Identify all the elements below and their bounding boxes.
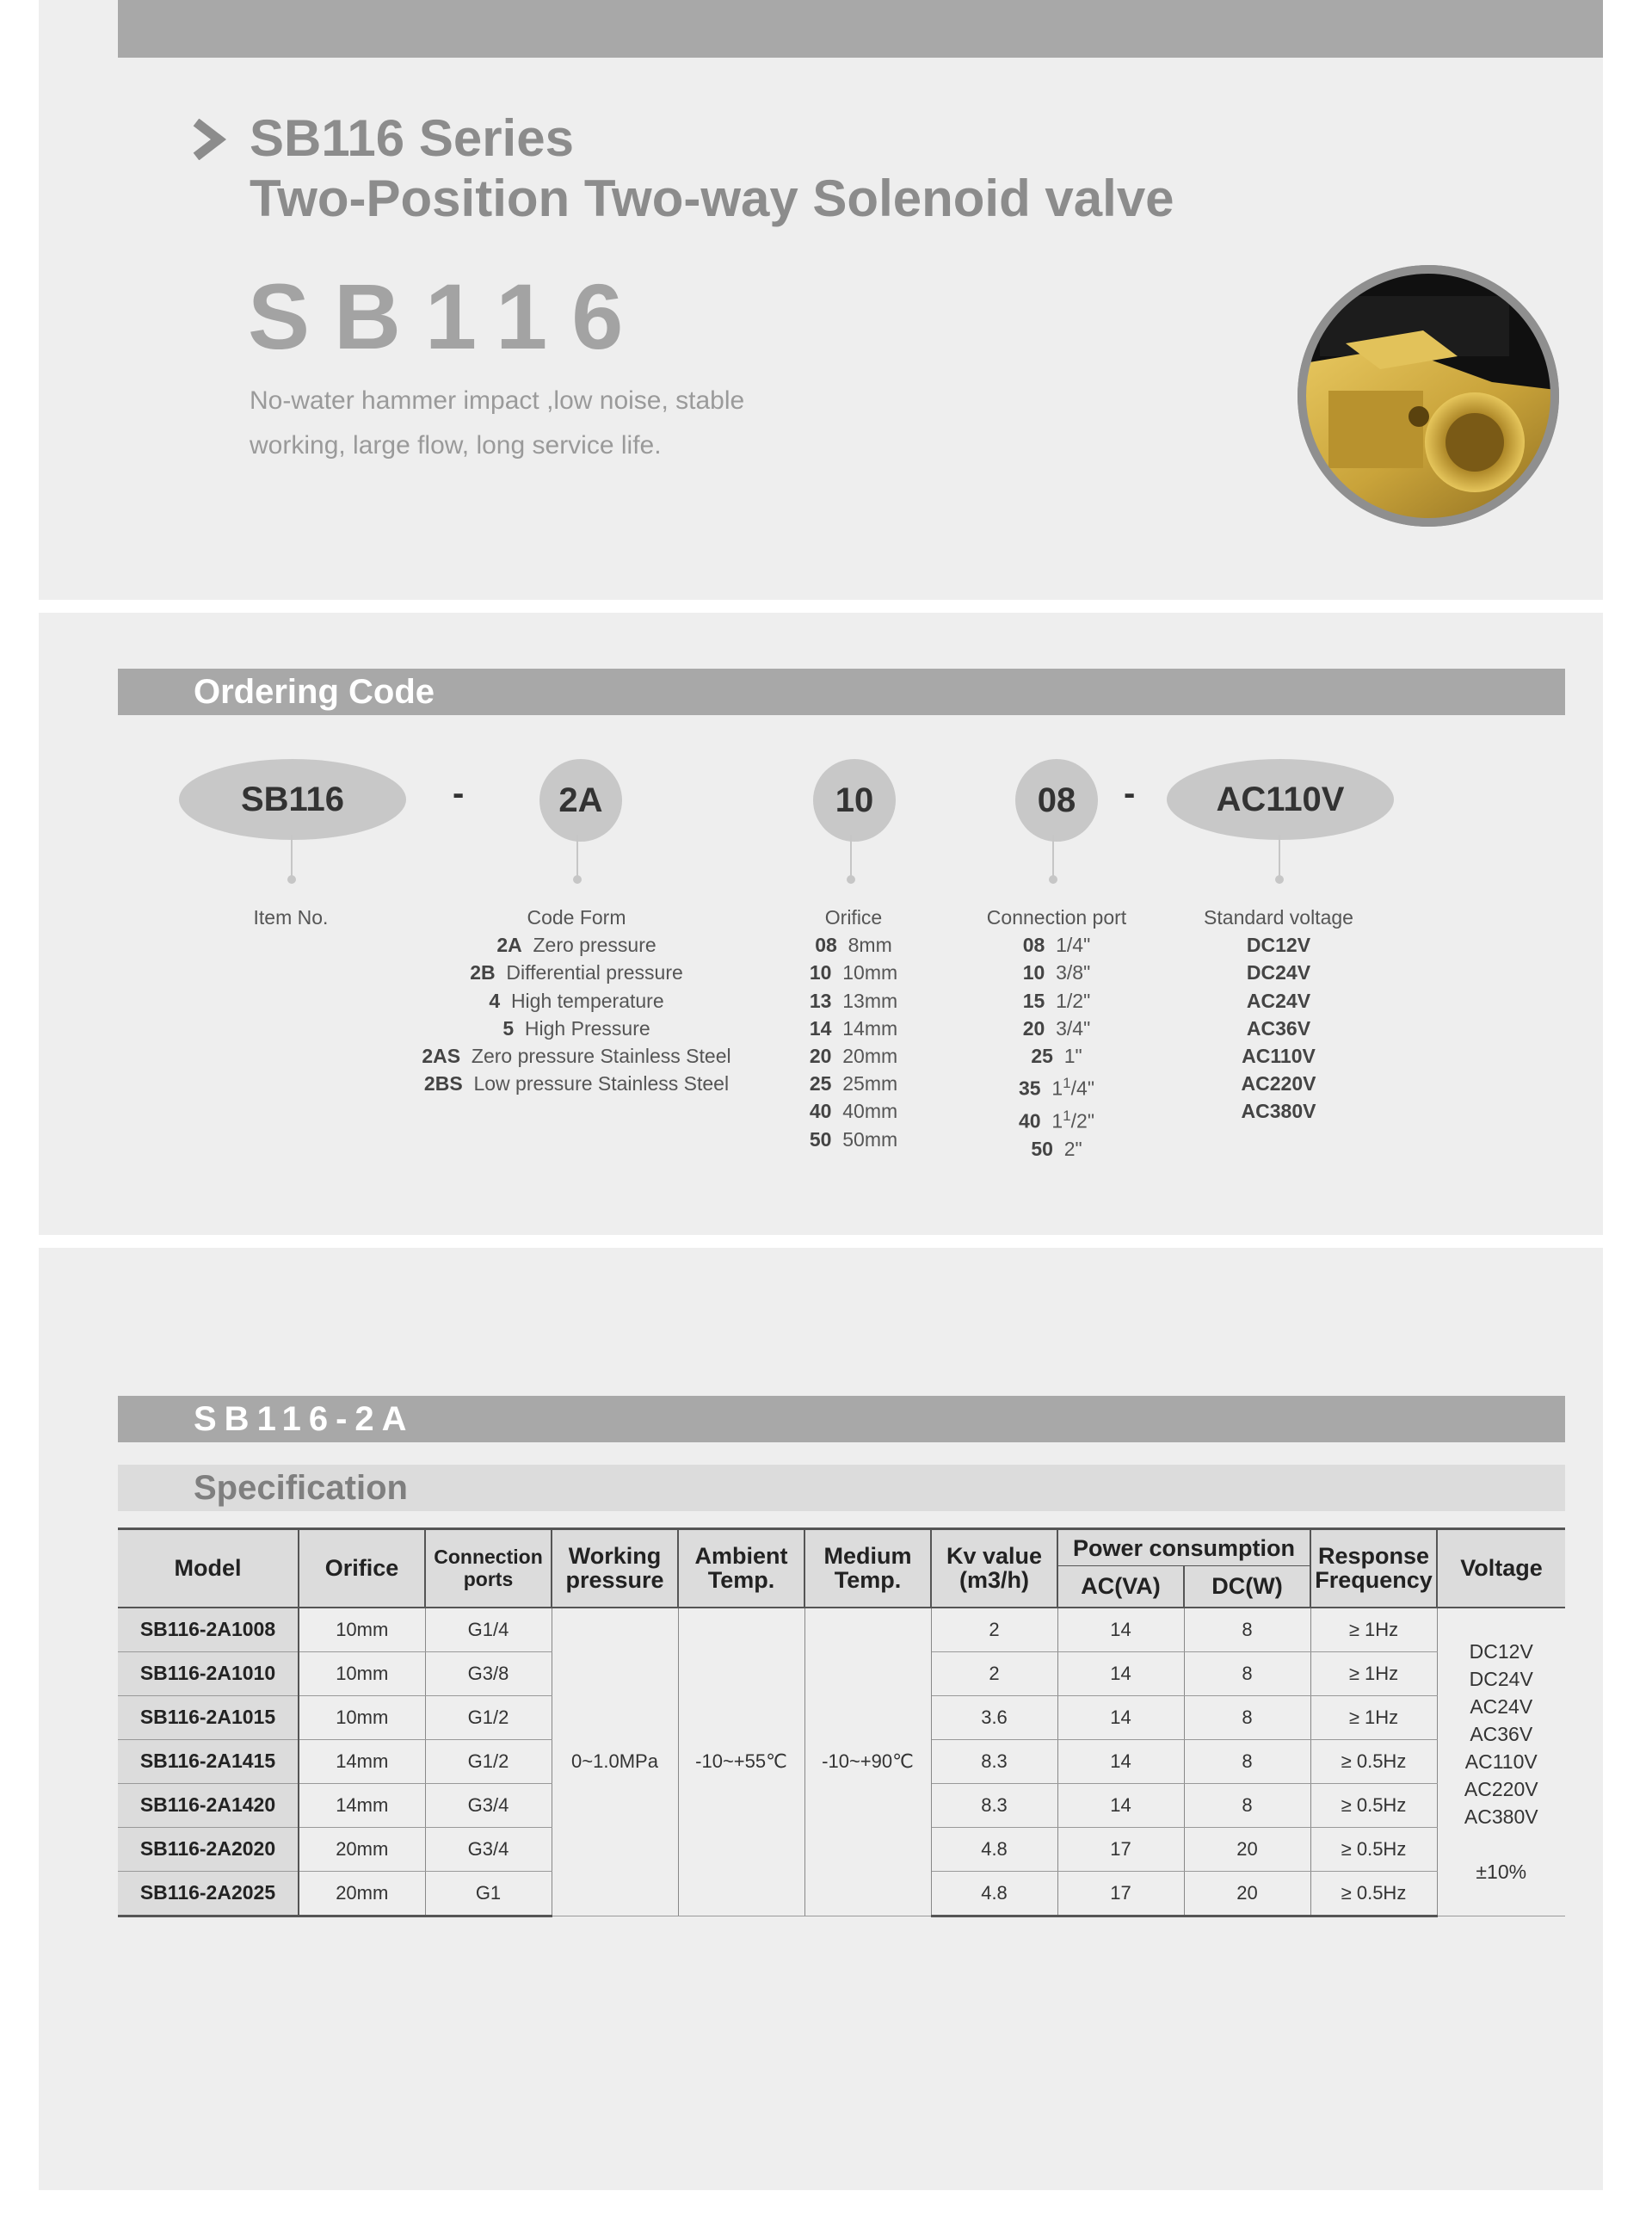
code-form-option: 2A Zero pressure — [496, 934, 656, 957]
code-form-option: 4 High temperature — [489, 989, 664, 1012]
chevron-right-icon — [189, 119, 227, 160]
cell-kv: 8.3 — [931, 1783, 1057, 1827]
voltage-label: Standard voltage — [1204, 906, 1353, 929]
voltage-option: AC36V — [1246, 1016, 1311, 1040]
cell-kv: 2 — [931, 1608, 1057, 1652]
cell-dc: 8 — [1184, 1608, 1310, 1652]
code-circle-form: 2A — [539, 759, 622, 842]
cell-kv: 3.6 — [931, 1695, 1057, 1739]
connector-dot — [1275, 875, 1284, 884]
cell-model: SB116-2A1010 — [118, 1651, 299, 1695]
orifice-label: Orifice — [824, 906, 883, 929]
orifice-option: 50 50mm — [809, 1127, 898, 1151]
cell-orifice: 10mm — [299, 1651, 425, 1695]
header-model: Model — [118, 1529, 299, 1608]
code-circle-orifice: 10 — [813, 759, 896, 842]
cell-dc: 8 — [1184, 1783, 1310, 1827]
connector-dot — [287, 875, 296, 884]
cell-kv: 2 — [931, 1651, 1057, 1695]
connector-dot — [573, 875, 582, 884]
cell-model: SB116-2A1415 — [118, 1739, 299, 1783]
cell-kv: 4.8 — [931, 1827, 1057, 1871]
connector-dot — [1049, 875, 1057, 884]
cell-port: G3/4 — [425, 1827, 552, 1871]
cell-dc: 8 — [1184, 1739, 1310, 1783]
series-header: SB116-2A — [118, 1396, 1565, 1442]
header-voltage: Voltage — [1437, 1529, 1565, 1608]
cell-port: G3/8 — [425, 1651, 552, 1695]
header-medium-temp: Medium Temp. — [804, 1529, 931, 1608]
connector-line — [1279, 835, 1280, 878]
voltage-option: AC380V — [1241, 1100, 1316, 1123]
header-orifice: Orifice — [299, 1529, 425, 1608]
cell-port: G1/2 — [425, 1739, 552, 1783]
cell-port: G1 — [425, 1871, 552, 1916]
cell-orifice: 10mm — [299, 1608, 425, 1652]
cell-port: G3/4 — [425, 1783, 552, 1827]
title-line: Two-Position Two-way Solenoid valve — [250, 170, 1174, 227]
connection-option: 10 3/8" — [1022, 961, 1091, 984]
voltage-option: AC24V — [1246, 989, 1311, 1012]
cell-ac: 14 — [1057, 1651, 1184, 1695]
cell-dc: 8 — [1184, 1695, 1310, 1739]
connection-option: 15 1/2" — [1022, 989, 1091, 1012]
orifice-option: 13 13mm — [809, 989, 898, 1012]
cell-orifice: 10mm — [299, 1695, 425, 1739]
tagline-line-2: working, large flow, long service life. — [250, 431, 662, 460]
code-form-option: 2B Differential pressure — [470, 961, 683, 984]
connection-column — [962, 904, 1151, 1163]
series-line: SB116 Series — [250, 109, 574, 167]
header-ac: AC(VA) — [1057, 1566, 1184, 1608]
orifice-column — [767, 904, 940, 1153]
connection-option: 08 1/4" — [1022, 934, 1091, 957]
code-form-column — [370, 904, 783, 1097]
cell-model: SB116-2A1008 — [118, 1608, 299, 1652]
code-dash: - — [453, 775, 465, 812]
top-bar — [118, 0, 1603, 58]
cell-frequency: ≥ 0.5Hz — [1310, 1871, 1437, 1916]
cell-ac: 14 — [1057, 1695, 1184, 1739]
voltage-option: DC12V — [1246, 934, 1311, 957]
connector-line — [850, 835, 852, 878]
cell-frequency: ≥ 0.5Hz — [1310, 1783, 1437, 1827]
cell-model: SB116-2A2025 — [118, 1871, 299, 1916]
code-form-label: Code Form — [527, 906, 626, 929]
ordering-code-header: Ordering Code — [118, 669, 1565, 715]
cell-kv: 8.3 — [931, 1739, 1057, 1783]
cell-port: G1/2 — [425, 1695, 552, 1739]
code-pill-voltage: AC110V — [1167, 759, 1394, 840]
cell-frequency: ≥ 1Hz — [1310, 1695, 1437, 1739]
connection-label: Connection port — [986, 906, 1127, 929]
item-no-column — [205, 904, 377, 931]
orifice-option: 25 25mm — [809, 1072, 898, 1095]
orifice-option: 10 10mm — [809, 961, 898, 984]
header-response-frequency: Response Frequency — [1310, 1529, 1437, 1608]
page-title — [250, 108, 1174, 229]
cell-working-pressure: 0~1.0MPa — [552, 1608, 678, 1916]
cell-ambient-temp: -10~+55℃ — [678, 1608, 804, 1916]
connection-option: 50 2" — [1031, 1137, 1082, 1160]
code-form-option: 5 High Pressure — [502, 1016, 650, 1040]
cell-dc: 20 — [1184, 1871, 1310, 1916]
cell-dc: 20 — [1184, 1827, 1310, 1871]
code-dash: - — [1124, 775, 1136, 812]
orifice-option: 14 14mm — [809, 1016, 898, 1040]
header-ambient-temp: Ambient Temp. — [678, 1529, 804, 1608]
header-dc: DC(W) — [1184, 1566, 1310, 1608]
cell-model: SB116-2A1015 — [118, 1695, 299, 1739]
connector-dot — [847, 875, 855, 884]
tagline — [250, 379, 869, 468]
header-working-pressure: Working pressure — [552, 1529, 678, 1608]
connector-line — [576, 835, 578, 878]
header-connection: Connection ports — [425, 1529, 552, 1608]
valve-photo — [1294, 262, 1563, 530]
cell-medium-temp: -10~+90℃ — [804, 1608, 931, 1916]
cell-kv: 4.8 — [931, 1871, 1057, 1916]
tagline-line-1: No-water hammer impact ,low noise, stable — [250, 386, 745, 415]
connection-option: 40 $1^1/2$" — [1019, 1108, 1094, 1133]
cell-model: SB116-2A2020 — [118, 1827, 299, 1871]
orifice-option: 40 40mm — [809, 1100, 898, 1123]
voltage-option: AC110V — [1242, 1045, 1316, 1068]
specification-table — [118, 1528, 1565, 1917]
connector-line — [1052, 835, 1054, 878]
cell-ac: 14 — [1057, 1783, 1184, 1827]
voltage-option: AC220V — [1241, 1072, 1316, 1095]
orifice-option: 08 8mm — [815, 934, 892, 957]
code-pill-item: SB116 — [179, 759, 406, 840]
connection-option: 20 3/4" — [1022, 1016, 1091, 1040]
cell-frequency: ≥ 0.5Hz — [1310, 1827, 1437, 1871]
voltage-column — [1184, 904, 1373, 1126]
item-no-label: Item No. — [253, 906, 329, 929]
cell-ac: 14 — [1057, 1739, 1184, 1783]
cell-orifice: 14mm — [299, 1739, 425, 1783]
cell-orifice: 20mm — [299, 1871, 425, 1916]
code-circle-connection: 08 — [1015, 759, 1098, 842]
cell-ac: 14 — [1057, 1608, 1184, 1652]
cell-ac: 17 — [1057, 1871, 1184, 1916]
header-kv-value: Kv value (m3/h) — [931, 1529, 1057, 1608]
cell-model: SB116-2A1420 — [118, 1783, 299, 1827]
table-row — [118, 1608, 1565, 1652]
orifice-option: 20 20mm — [809, 1045, 898, 1068]
model-heading: SB116 — [248, 264, 648, 368]
cell-voltage: DC12V DC24V AC24V AC36V AC110V AC220V AC380V ±10% — [1437, 1608, 1565, 1916]
cell-port: G1/4 — [425, 1608, 552, 1652]
cell-frequency: ≥ 0.5Hz — [1310, 1739, 1437, 1783]
specification-header: Specification — [118, 1465, 1565, 1511]
header-power-consumption: Power consumption — [1057, 1529, 1310, 1566]
voltage-option: DC24V — [1246, 961, 1311, 984]
cell-orifice: 14mm — [299, 1783, 425, 1827]
connection-option: 35 $1^1/4$" — [1019, 1075, 1094, 1100]
cell-orifice: 20mm — [299, 1827, 425, 1871]
cell-ac: 17 — [1057, 1827, 1184, 1871]
connector-line — [291, 835, 293, 878]
code-form-option: 2AS Zero pressure Stainless Steel — [422, 1045, 731, 1068]
cell-frequency: ≥ 1Hz — [1310, 1651, 1437, 1695]
code-form-option: 2BS Low pressure Stainless Steel — [423, 1072, 730, 1095]
connection-option: 25 1" — [1031, 1045, 1082, 1068]
cell-dc: 8 — [1184, 1651, 1310, 1695]
cell-frequency: ≥ 1Hz — [1310, 1608, 1437, 1652]
